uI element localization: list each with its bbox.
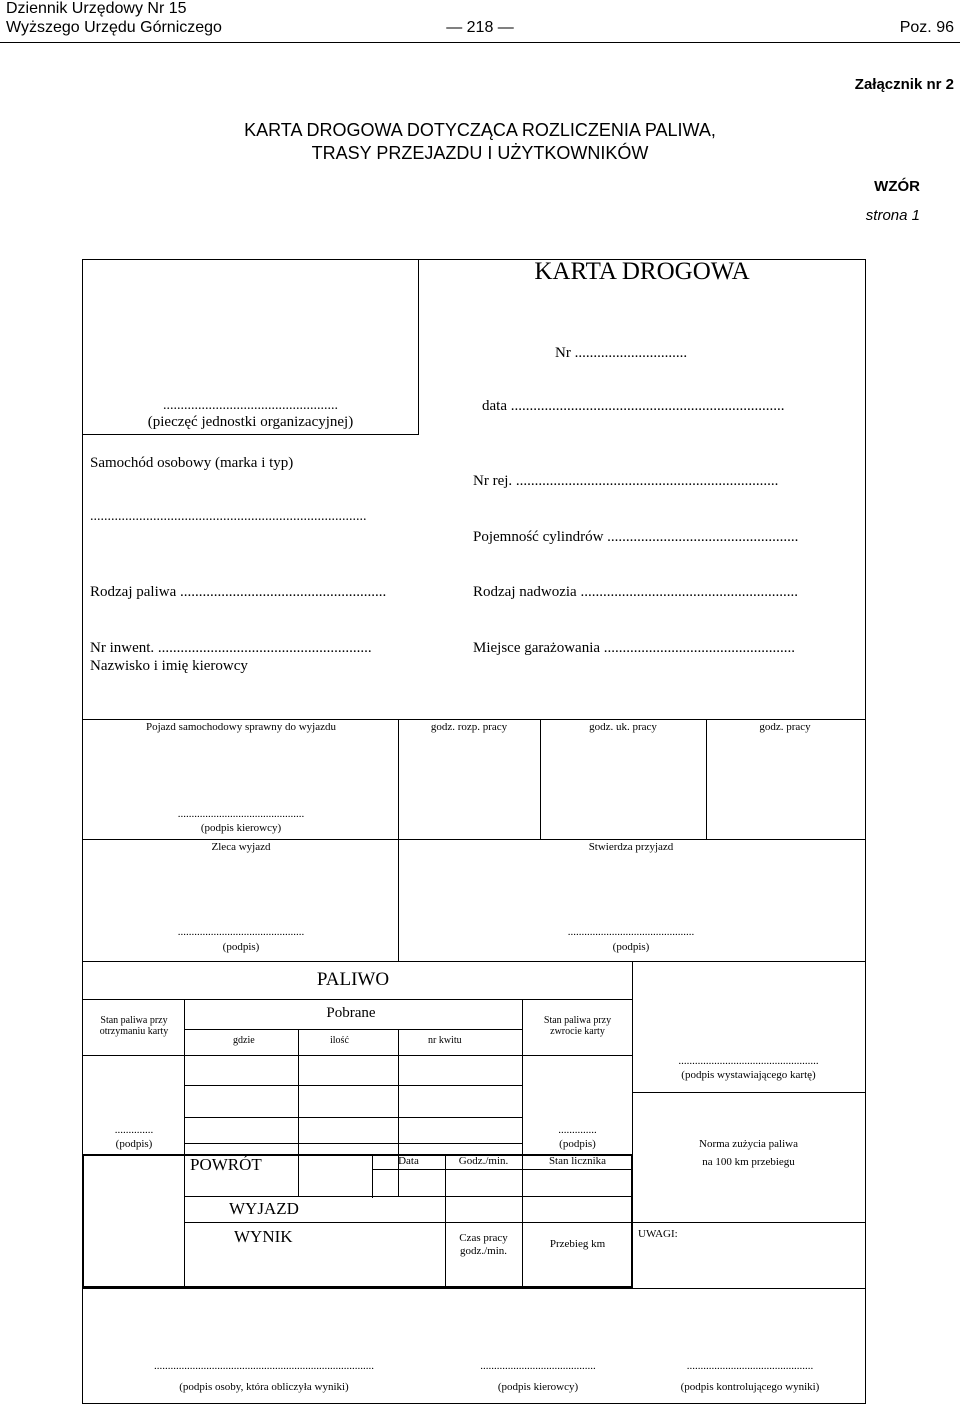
page-number: — 218 — <box>446 19 514 36</box>
attachment-label: Załącznik nr 2 <box>854 76 954 93</box>
left-signature-label: (podpis) <box>115 1138 153 1150</box>
orders-trip-label: Zleca wyjazd <box>211 841 271 853</box>
right-signature-label: (podpis) <box>559 1138 596 1150</box>
order-signature-dots: .............................................. <box>177 926 305 938</box>
controller-signature-dots: .............................................. <box>686 1360 814 1372</box>
work-section-top <box>82 719 866 720</box>
calculator-signature-dots: ................................................................................ <box>154 1360 374 1372</box>
work-time-line1: Czas pracy <box>459 1232 508 1244</box>
stamp-label: (pieczęć jednostki organizacyjnej) <box>147 414 354 430</box>
garage-location-field[interactable]: Miejsce garażowania ................................................... <box>473 640 796 656</box>
driver-final-signature-label: (podpis kierowcy) <box>497 1381 579 1393</box>
start-hour-label: godz. rozp. pracy <box>430 721 508 733</box>
work-col-divider-2 <box>540 719 541 839</box>
issuer-signature-dots: ................................................... <box>678 1055 819 1067</box>
results-powrot-bottom <box>184 1196 633 1197</box>
remarks-top <box>632 1222 866 1223</box>
fuel-amount-label: ilość <box>330 1035 349 1046</box>
remarks-label: UWAGI: <box>638 1228 678 1240</box>
fuel-section-top <box>82 961 866 962</box>
arrival-signature-dots: .............................................. <box>567 926 695 938</box>
driver-final-signature-dots: .......................................... <box>480 1360 596 1372</box>
calculator-signature-label: (podpis osoby, która obliczyła wyniki) <box>179 1381 349 1393</box>
work-hours-label: godz. pracy <box>759 721 811 733</box>
car-model-field[interactable]: ............................................................................... <box>90 509 367 524</box>
work-col-divider-1 <box>398 719 399 961</box>
odometer-column-label: Stan licznika <box>548 1155 607 1167</box>
driver-signature-label: (podpis kierowcy) <box>200 822 282 834</box>
results-box <box>82 1154 633 1288</box>
journal-name-line2: Wyższego Urzędu Górniczego <box>6 19 222 36</box>
header-rule <box>0 42 960 43</box>
arrival-signature-label: (podpis) <box>612 941 650 953</box>
fuel-receipt-number-label: nr kwitu <box>428 1035 462 1046</box>
fuel-row-divider-3 <box>184 1143 523 1144</box>
hour-column-label: Godz./min. <box>458 1155 509 1167</box>
card-title: KARTA DROGOWA <box>534 258 750 285</box>
wzor-label: WZÓR <box>874 178 920 195</box>
stamp-box-bottom <box>82 434 419 435</box>
work-time-line2: godz./min. <box>459 1245 508 1257</box>
stamp-box-divider <box>418 259 419 434</box>
results-hour-divider <box>445 1154 446 1288</box>
engine-capacity-field[interactable]: Pojemność cylindrów ................................................... <box>473 529 799 545</box>
fuel-on-receipt-line1: Stan paliwa przy <box>100 1015 168 1026</box>
card-number-field[interactable]: Nr .............................. <box>555 345 688 361</box>
vehicle-ready-label: Pojazd samochodowy sprawny do wyjazdu <box>145 721 337 733</box>
departure-label: WYJAZD <box>229 1199 299 1218</box>
results-wyjazd-bottom <box>184 1222 633 1223</box>
order-signature-label: (podpis) <box>222 941 260 953</box>
confirms-arrival-label: Stwierdza przyjazd <box>588 841 674 853</box>
stamp-dots: .................................................. <box>163 398 338 413</box>
car-model-label: Samochód osobowy (marka i typ) <box>90 455 294 471</box>
work-col-divider-3 <box>706 719 707 839</box>
mileage-label: Przebieg km <box>549 1238 606 1250</box>
registration-number-field[interactable]: Nr rej. ...................................................................... <box>473 473 779 489</box>
issuer-signature-label: (podpis wystawiającego kartę) <box>681 1069 816 1081</box>
position-number: Poz. 96 <box>899 19 954 36</box>
norm-section-top <box>632 1092 866 1093</box>
footer-section-top <box>82 1288 866 1289</box>
document-title-line2: TRASY PRZEJAZDU I UŻYTKOWNIKÓW <box>311 143 649 163</box>
date-field[interactable]: data ......................................................................... <box>482 398 785 414</box>
driver-name-label: Nazwisko i imię kierowcy <box>90 658 248 674</box>
fuel-section-title: PALIWO <box>316 969 390 990</box>
work-row-divider <box>82 839 866 840</box>
right-signature-dots: .............. <box>558 1124 597 1136</box>
fuel-taken-label: Pobrane <box>326 1005 376 1021</box>
driver-signature-dots: .............................................. <box>177 808 305 820</box>
results-counter-divider <box>522 1154 523 1288</box>
fuel-on-receipt-line2: otrzymaniu karty <box>99 1026 169 1037</box>
fuel-subheader-top <box>184 1029 523 1030</box>
fuel-norm-line1: Norma zużycia paliwa <box>699 1138 798 1150</box>
result-label: WYNIK <box>234 1227 293 1246</box>
journal-name-line1: Dziennik Urzędowy Nr 15 <box>6 0 187 17</box>
body-type-field[interactable]: Rodzaj nadwozia .......................................................... <box>473 584 798 600</box>
document-title-line1: KARTA DROGOWA DOTYCZĄCA ROZLICZENIA PALIWA, <box>244 120 716 140</box>
fuel-on-return-line1: Stan paliwa przy <box>543 1015 612 1026</box>
controller-signature-label: (podpis kontrolującego wyniki) <box>680 1381 820 1393</box>
fuel-type-field[interactable]: Rodzaj paliwa ....................................................... <box>90 584 387 600</box>
return-label: POWRÓT <box>190 1155 262 1174</box>
fuel-header-bottom <box>82 1055 633 1056</box>
page-side-label: strona 1 <box>865 207 920 224</box>
fuel-row-divider <box>184 1085 523 1086</box>
fuel-header-top <box>82 999 633 1000</box>
fuel-where-label: gdzie <box>233 1035 255 1046</box>
date-column-label: Data <box>398 1155 419 1167</box>
fuel-on-return-line2: zwrocie karty <box>550 1026 605 1037</box>
end-hour-label: godz. uk. pracy <box>589 721 657 733</box>
results-left-divider <box>184 1154 185 1288</box>
fuel-norm-line2: na 100 km przebiegu <box>702 1156 795 1168</box>
left-signature-dots: .............. <box>114 1124 154 1136</box>
inventory-number-field[interactable]: Nr inwent. ......................................................... <box>90 640 372 656</box>
fuel-row-divider-2 <box>184 1117 523 1118</box>
